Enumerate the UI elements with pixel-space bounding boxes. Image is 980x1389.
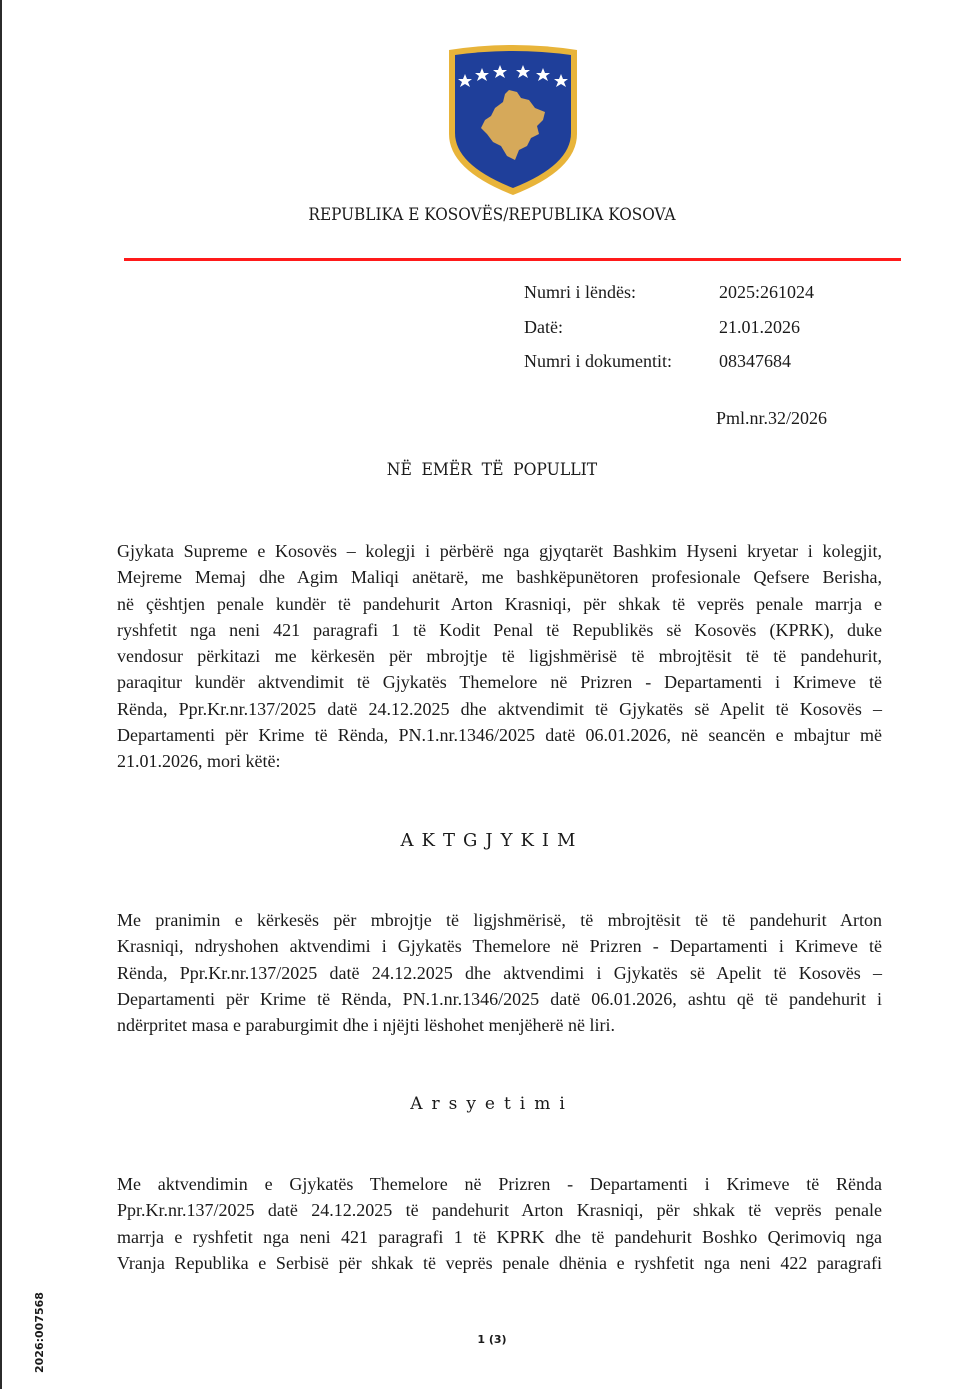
text-line: Departamenti për Krime të Rënda, PN.1.nr.1346/2025 datë 06.01.2026, në seancën e mbajtur më: [117, 725, 882, 746]
page-number: 1 (3): [477, 1333, 507, 1346]
case-metadata: [524, 282, 814, 386]
text-line: Gjykata Supreme e Kosovës – kolegji i përbërë nga gjyqtarët Bashkim Hyseni kryetar i kolegjit,: [117, 541, 882, 561]
meta-label: Numri i lëndës:: [524, 282, 636, 302]
republic-name: REPUBLIKA E KOSOVËS/REPUBLIKA KOSOVA: [308, 205, 676, 225]
text-line: marrja e ryshfetit nga neni 421 paragrafi 1 të KPRK dhe të pandehurit Boshko Qerimoviq nga: [117, 1226, 882, 1247]
heading-in-the-name-of-people: NË EMËR TË POPULLIT: [386, 460, 598, 480]
paragraph-intro: [117, 538, 882, 775]
text-line: ryshfetit nga neni 421 paragrafi 1 të Kodit Penal të Republikës së Kosovës (KPRK), duke: [117, 619, 882, 640]
paragraph-judgment: [117, 907, 882, 1038]
text-line: Me aktvendimin e Gjykatës Themelore në Prizren - Departamenti i Krimeve të Rënda: [117, 1174, 882, 1194]
text-line: Mejreme Memaj dhe Agim Maliqi anëtarë, me bashkëpunëtoren profesionale Qefsere Berisha,: [117, 567, 882, 588]
meta-label: Datë:: [524, 316, 563, 337]
text-line: Rënda, Ppr.Kr.nr.137/2025 datë 24.12.2025 dhe aktvendimit të Gjykatës së Apelit të Kosovës –: [117, 698, 882, 719]
text-line: paraqitur kundër aktvendimit të Gjykatës Themelore në Prizren - Departamenti i Krimeve të: [117, 672, 882, 693]
meta-row-document-number: [524, 351, 814, 386]
heading-reasoning: Arsyetimi: [410, 1094, 574, 1114]
text-line: Ppr.Kr.nr.137/2025 datë 24.12.2025 të pandehurit Arton Krasniqi, për shkak të veprës penale: [117, 1200, 882, 1221]
meta-row-case-number: [524, 282, 814, 317]
text-line: 21.01.2026, mori këtë:: [117, 751, 281, 772]
meta-row-date: [524, 317, 814, 352]
text-line: ndërpritet masa e paraburgimit dhe i njëjti lëshohet menjëherë në liri.: [117, 1015, 615, 1036]
meta-value: 2025:261024: [719, 282, 815, 302]
meta-value: 21.01.2026: [719, 316, 800, 337]
heading-judgment: AKTGJYKIM: [400, 830, 584, 851]
text-line: vendosur përkitazi me kërkesën për mbrojtje të ligjshmërisë të mbrojtësit të të pandehurit,: [117, 646, 882, 667]
meta-value: 08347684: [719, 351, 791, 371]
case-reference: Pml.nr.32/2026: [716, 408, 828, 428]
text-line: Rënda, Ppr.Kr.nr.137/2025 datë 24.12.2025 dhe aktvendimi i Gjykatës së Apelit të Kosovës –: [117, 962, 882, 983]
paragraph-reasoning: [117, 1171, 882, 1276]
text-line: Krasniqi, ndryshohen aktvendimi i Gjykatës Themelore në Prizren - Departamenti i Krimeve të: [117, 936, 882, 957]
text-line: Me pranimin e kërkesës për mbrojtje të ligjshmërisë, të mbrojtësit të të pandehurit Arton: [117, 910, 882, 930]
kosovo-coat-of-arms-icon: [443, 42, 583, 197]
text-line: Vranja Republika e Serbisë për shkak të veprës penale dhënia e ryshfetit nga neni 422 paragrafi: [117, 1252, 882, 1273]
text-line: në çështjen penale kundër të pandehurit Arton Krasniqi, për shkak të veprës penale marrja e: [117, 593, 882, 614]
text-line: Departamenti për Krime të Rënda, PN.1.nr.1346/2025 datë 06.01.2026, ashtu që të pandehurit i: [117, 988, 882, 1009]
meta-label: Numri i dokumentit:: [524, 351, 672, 371]
header-rule: [124, 258, 901, 261]
document-side-id: 2026:007568: [33, 1292, 46, 1373]
